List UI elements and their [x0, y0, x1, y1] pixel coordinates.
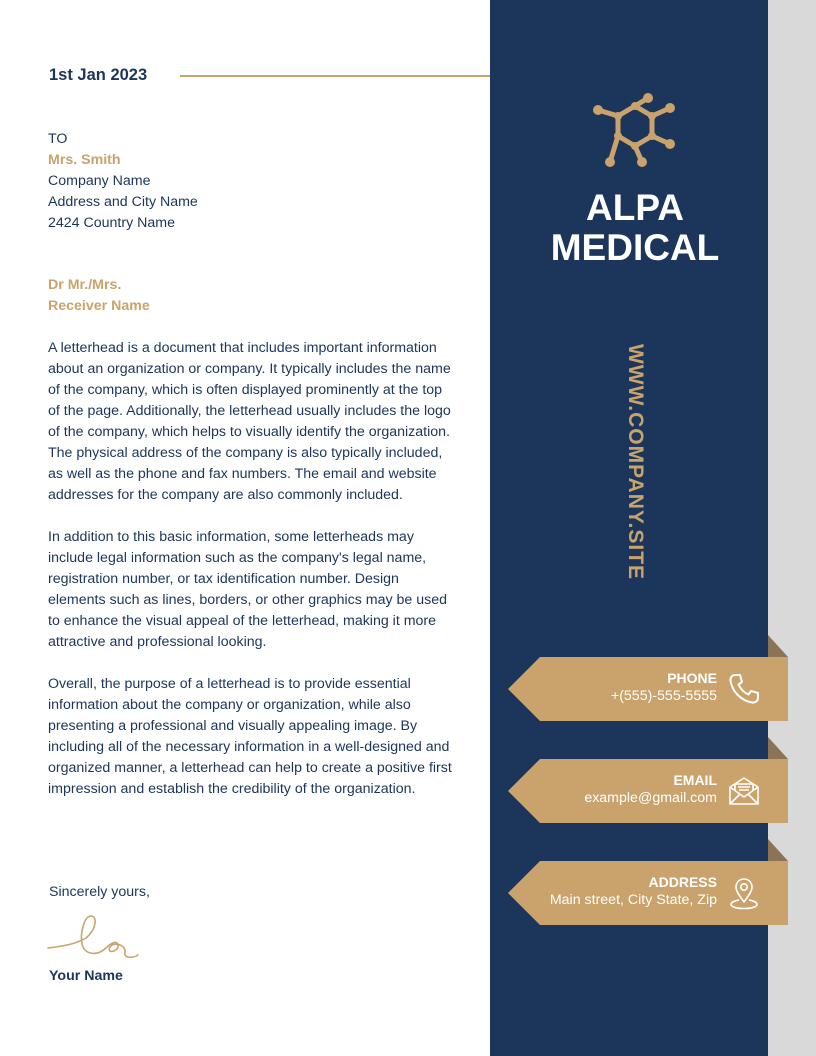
body-paragraph: In addition to this basic information, some letterheads may include legal information such as the company's legal name, registration number, or tax identification number. Design elements such as lines, borders, or other graphics may be used to enhance the visual appeal of the letterhead, making it more attractive and professional looking.: [48, 529, 448, 650]
phone-value[interactable]: +(555)-555-5555: [610, 688, 717, 704]
receiver-block: [48, 275, 150, 317]
contact-tab-email: [508, 759, 788, 823]
date-divider-line: [180, 75, 490, 77]
phone-title: PHONE: [667, 670, 717, 686]
letter-date: 1st Jan 2023: [49, 66, 148, 84]
phone-icon: [726, 671, 762, 707]
email-title: EMAIL: [673, 772, 717, 788]
address-value[interactable]: Main street, City State, Zip: [549, 892, 717, 908]
receiver-salutation: Dr Mr./Mrs.: [48, 277, 122, 293]
sender-name: Your Name: [49, 968, 123, 984]
email-value[interactable]: example@gmail.com: [584, 790, 717, 806]
recipient-address: Address and City Name: [48, 194, 198, 210]
location-pin-icon: [726, 875, 762, 911]
recipient-country: 2424 Country Name: [48, 215, 175, 231]
address-title: ADDRESS: [648, 874, 717, 890]
recipient-block: [48, 129, 198, 234]
envelope-icon: [726, 773, 762, 809]
closing-phrase: Sincerely yours,: [49, 884, 150, 900]
brand-line-1: ALPA: [586, 187, 684, 228]
letter-body: [48, 338, 453, 821]
to-label: TO: [48, 131, 68, 147]
body-paragraph: Overall, the purpose of a letterhead is to provide essential information about the company or organization, while also presenting a professional and visually appealing image. By including all of the necessary information in a well-designed and organized manner, a letterhead can help to create a positive first impression and establish the credibility of the organization.: [48, 676, 452, 797]
tab-fold: [768, 839, 788, 861]
company-brand-name: [490, 188, 780, 268]
molecule-icon: [590, 90, 680, 177]
brand-line-2: MEDICAL: [550, 227, 720, 268]
tab-fold: [768, 737, 788, 759]
contact-tab-address: [508, 861, 788, 925]
receiver-name: Receiver Name: [48, 298, 150, 314]
website-url[interactable]: WWW.COMPANY.SITE: [624, 343, 647, 581]
recipient-company: Company Name: [48, 173, 151, 189]
body-paragraph: A letterhead is a document that includes important information about an organization or company. It typically includes the name of the company, which is often displayed prominently at the top of the page. Additionally, the letterhead usually includes the logo of the company, which helps to visually identify the organization. The physical address of the company is also typically included, as well as the phone and fax numbers. The email and website addresses for the company are also commonly included.: [48, 340, 451, 503]
contact-tab-phone: [508, 657, 788, 721]
signature-scribble: [46, 910, 141, 967]
recipient-name: Mrs. Smith: [48, 152, 121, 168]
tab-fold: [768, 635, 788, 657]
